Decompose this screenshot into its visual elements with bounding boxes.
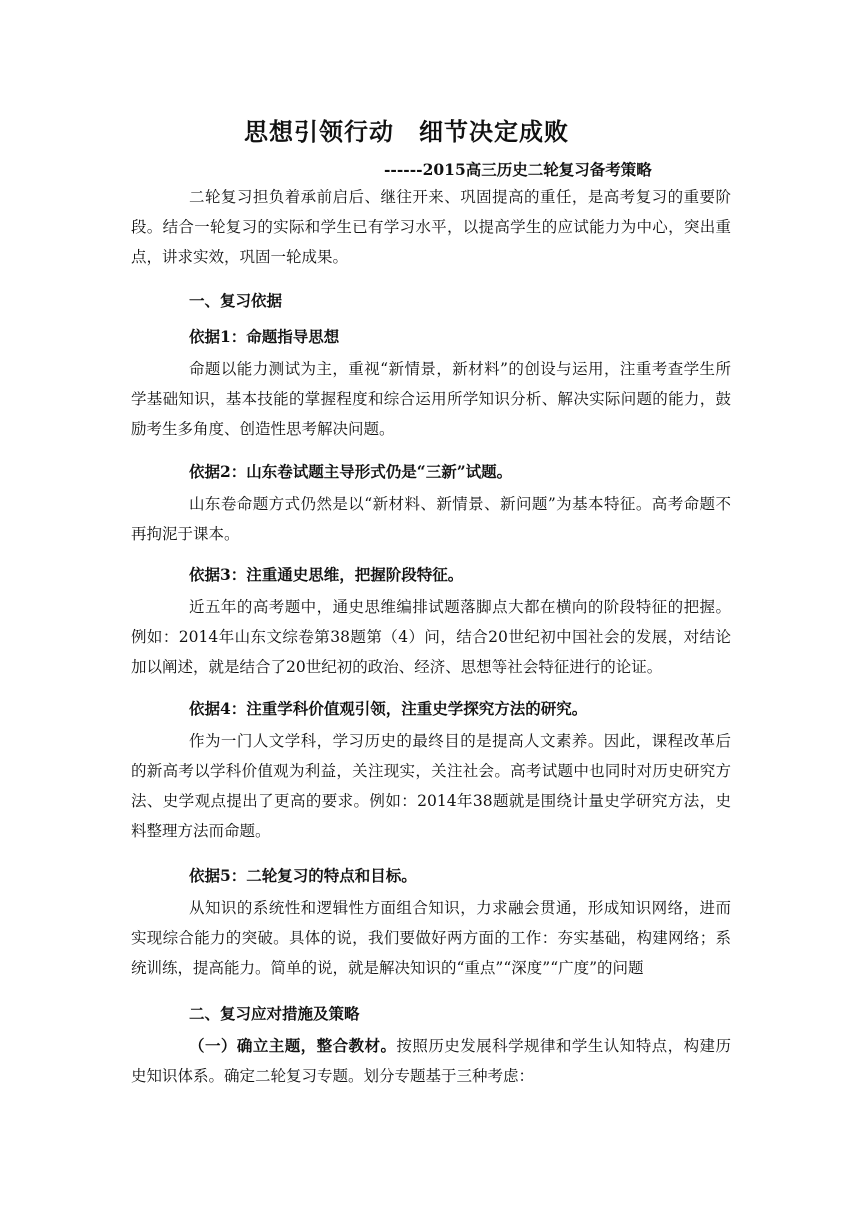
basis2-text: 山东卷命题方式仍然是以“新材料、新情景、新问题”为基本特征。高考命题不再拘泥于课本。 (131, 495, 731, 543)
measure1-text: 按照历史发展科学规律和学生认知特点，构建历史知识体系。确定二轮复习专题。划分专题基于三种考虑： (131, 1037, 731, 1085)
basis4-heading: 依据4：注重学科价值观引领，注重史学探究方法的研究。 (189, 699, 588, 718)
intro-paragraph: 二轮复习担负着承前启后、继往开来、巩固提高的重任，是高考复习的重要阶段。结合一轮复习的实际和学生已有学习水平，以提高学生的应试能力为中心，突出重点，讲求实效，巩固一轮成果。 (131, 188, 731, 266)
basis3-heading: 依据3：注重通史思维，把握阶段特征。 (189, 565, 464, 584)
basis3-text: 近五年的高考题中，通史思维编排试题落脚点大都在横向的阶段特征的把握。例如：2014年山东文综卷第38题第（4）问，结合20世纪初中国社会的发展，对结论加以阐述，就是结合了20世纪初的政治、经济、思想等社会特征进行的论证。 (131, 598, 731, 676)
measure1-paragraph (131, 1031, 731, 1091)
section1-heading: 一、复习依据 (189, 291, 283, 310)
basis4-text: 作为一门人文学科，学习历史的最终目的是提高人文素养。因此，课程改革后的新高考以学科价值观为利益，关注现实，关注社会。高考试题中也同时对历史研究方法、史学观点提出了更高的要求。例如：2014年38题就是围绕计量史学研究方法，史料整理方法而命题。 (131, 732, 731, 840)
document-subtitle: ------2015高三历史二轮复习备考策略 (384, 160, 652, 179)
section2-heading: 二、复习应对措施及策略 (189, 1004, 360, 1023)
measure1-label: （一）确立主题，整合教材。 (189, 1036, 397, 1055)
basis1-heading: 依据1：命题指导思想 (189, 327, 340, 346)
basis5-heading: 依据5：二轮复习的特点和目标。 (189, 866, 417, 885)
document-title: 思想引领行动 细节决定成败 (244, 117, 569, 146)
basis5-text: 从知识的系统性和逻辑性方面组合知识，力求融会贯通，形成知识网络，进而实现综合能力的突破。具体的说，我们要做好两方面的工作：夯实基础，构建网络；系统训练，提高能力。简单的说，就是解决知识的“重点”“深度”“广度”的问题 (131, 899, 731, 977)
basis2-heading: 依据2：山东卷试题主导形式仍是“三新”试题。 (189, 462, 513, 481)
basis1-text: 命题以能力测试为主，重视“新情景，新材料”的创设与运用，注重考查学生所学基础知识，基本技能的掌握程度和综合运用所学知识分析、解决实际问题的能力，鼓励考生多角度、创造性思考解决问题。 (131, 360, 731, 438)
